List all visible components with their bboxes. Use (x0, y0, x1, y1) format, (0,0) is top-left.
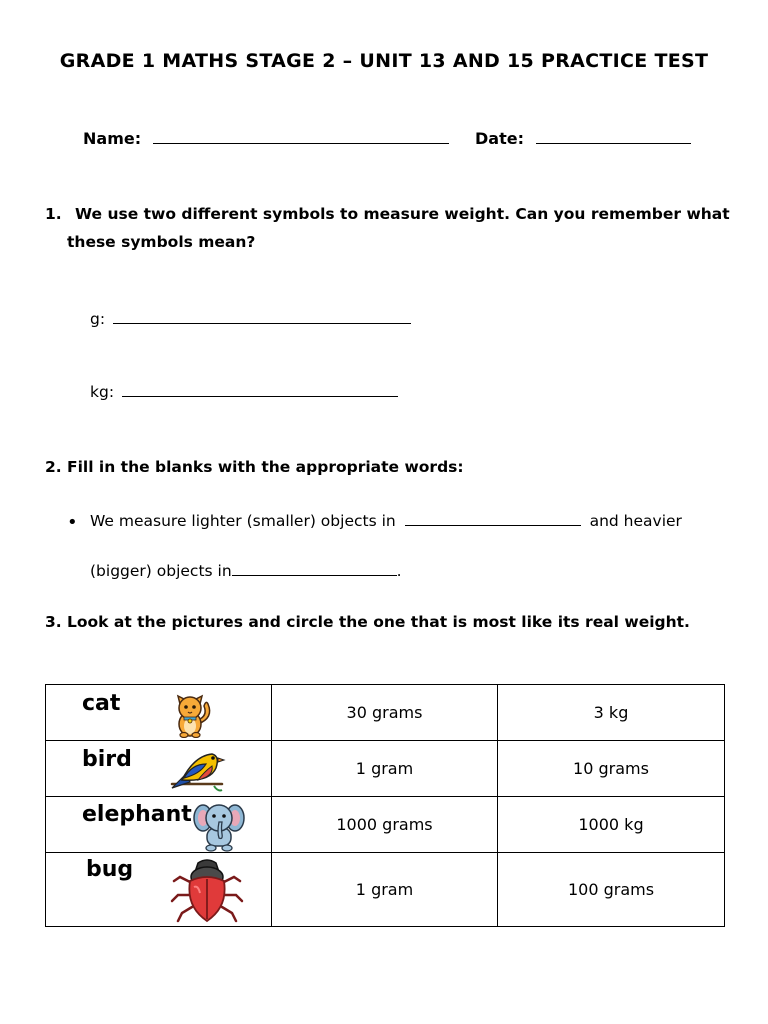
option-2-cell[interactable]: 1000 kg (498, 797, 725, 853)
question-3-text: Look at the pictures and circle the one that is most like its real weight. (67, 613, 690, 631)
g-answer-line[interactable] (113, 323, 411, 324)
bullet-line-2-text: (bigger) objects in (90, 562, 232, 580)
table-row (46, 797, 725, 853)
name-line[interactable] (153, 143, 449, 144)
question-3-number: 3. (45, 613, 62, 631)
animal-cell-cat (46, 685, 272, 741)
question-2-number: 2. (45, 458, 62, 476)
animal-name: bug (86, 857, 134, 882)
bullet-line-2 (90, 562, 402, 580)
question-1-line-1: We use two different symbols to measure weight. Can you remember what (75, 205, 730, 223)
option-2-cell[interactable]: 10 grams (498, 741, 725, 797)
animal-cell-bug (46, 853, 272, 927)
option-1-cell[interactable]: 30 grams (272, 685, 498, 741)
table-row (46, 741, 725, 797)
question-1-number: 1. (45, 205, 62, 223)
animal-cell-bird (46, 741, 272, 797)
option-1-cell[interactable]: 1000 grams (272, 797, 498, 853)
name-label: Name: (83, 129, 142, 148)
option-1-cell[interactable]: 1 gram (272, 741, 498, 797)
option-2-cell[interactable]: 100 grams (498, 853, 725, 927)
cat-icon (170, 688, 216, 738)
lighter-unit-blank[interactable] (405, 525, 581, 526)
weight-table (45, 684, 725, 927)
date-line[interactable] (536, 143, 691, 144)
page-title: GRADE 1 MATHS STAGE 2 – UNIT 13 AND 15 PRACTICE TEST (59, 50, 709, 72)
bullet-text-part-2: and heavier (589, 512, 682, 530)
animal-name: elephant (82, 802, 192, 827)
animal-name: cat (82, 691, 121, 716)
g-label: g: (90, 310, 106, 328)
table-row (46, 685, 725, 741)
kg-answer-line[interactable] (122, 396, 398, 397)
option-1-cell[interactable]: 1 gram (272, 853, 498, 927)
bullet-dot: • (67, 512, 78, 533)
elephant-icon (193, 798, 245, 852)
bullet-text-part-1: We measure lighter (smaller) objects in (90, 512, 396, 530)
question-2-text: Fill in the blanks with the appropriate words: (67, 458, 464, 476)
bullet-line-2-end: . (396, 562, 402, 580)
date-field-row (475, 129, 691, 148)
bird-icon (168, 742, 228, 796)
name-field-row (83, 129, 449, 148)
animal-name: bird (82, 747, 132, 772)
bullet-line-1 (90, 512, 682, 530)
g-answer-row (90, 310, 411, 328)
kg-answer-row (90, 383, 398, 401)
table-row (46, 853, 725, 927)
kg-label: kg: (90, 383, 115, 401)
date-label: Date: (475, 129, 524, 148)
bug-icon (170, 855, 244, 925)
animal-cell-elephant (46, 797, 272, 853)
option-2-cell[interactable]: 3 kg (498, 685, 725, 741)
question-1-line-2: these symbols mean? (67, 233, 256, 251)
heavier-unit-blank[interactable] (232, 575, 397, 576)
